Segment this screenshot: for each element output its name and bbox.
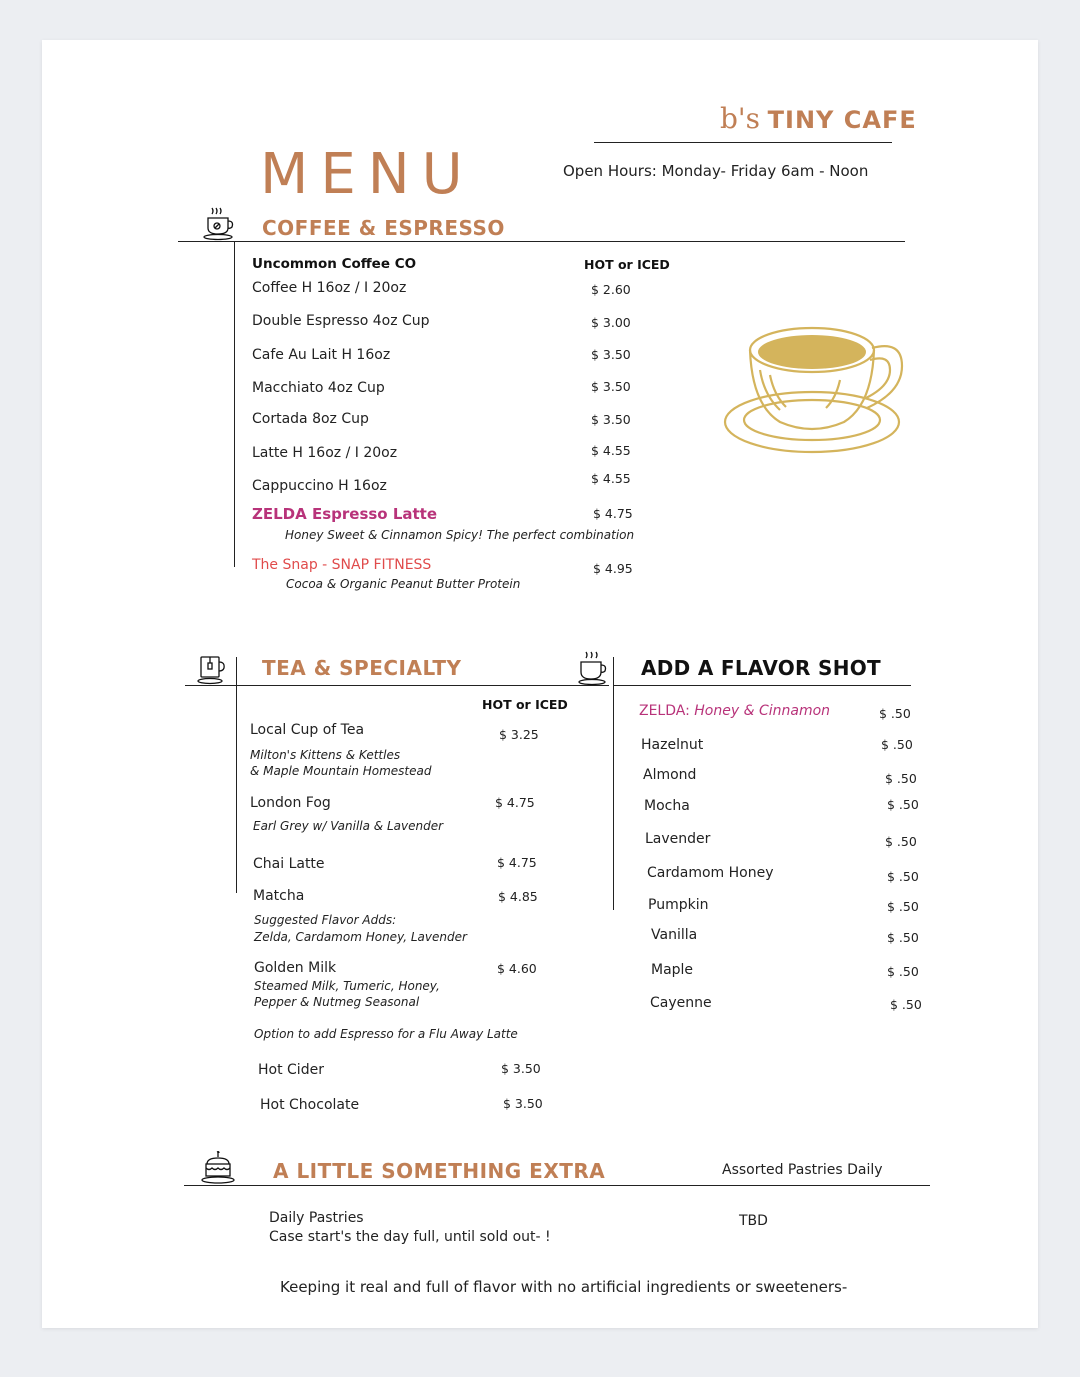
- tea-heading: TEA & SPECIALTY: [262, 656, 462, 680]
- tea-item-desc: Steamed Milk, Tumeric, Honey,: [254, 979, 440, 993]
- snap-desc: Cocoa & Organic Peanut Butter Protein: [286, 577, 521, 591]
- coffee-item-name: Cortada 8oz Cup: [252, 411, 369, 427]
- tea-item-price: $ 4.85: [498, 889, 538, 904]
- tea-item-price: $ 4.60: [497, 961, 537, 976]
- flavor-zelda-name: Honey & Cinnamon: [694, 703, 831, 719]
- flavor-price: $ .50: [879, 706, 911, 721]
- flavor-name: Lavender: [645, 831, 711, 847]
- zelda-latte-name: ZELDA Espresso Latte: [252, 505, 438, 523]
- flavor-zelda-prefix: ZELDA:: [639, 703, 690, 719]
- flavor-price: $ .50: [887, 869, 919, 884]
- extra-rule: [184, 1185, 930, 1186]
- tea-rule: [185, 685, 609, 686]
- tea-item-desc: Pepper & Nutmeg Seasonal: [254, 995, 420, 1009]
- coffee-item-name: Cappuccino H 16oz: [252, 478, 387, 494]
- tea-item-price: $ 3.50: [503, 1096, 543, 1111]
- flavor-name: Almond: [643, 767, 697, 783]
- tea-vrule: [236, 657, 237, 893]
- coffee-vrule: [234, 241, 235, 567]
- tea-item-name: Matcha: [253, 888, 305, 904]
- tea-item-price: $ 3.50: [501, 1061, 541, 1076]
- tea-cup-icon: [196, 654, 228, 686]
- brand-name: [720, 102, 917, 135]
- flavor-name: Vanilla: [651, 927, 698, 943]
- flavor-price: $ .50: [881, 737, 913, 752]
- menu-page: [42, 40, 1038, 1328]
- pastries-note: Case start's the day full, until sold out- !: [269, 1229, 551, 1245]
- suggested-adds-label: Suggested Flavor Adds:: [254, 913, 397, 927]
- tea-item-desc: Earl Grey w/ Vanilla & Lavender: [253, 819, 444, 833]
- coffee-item-price: $ 4.55: [591, 443, 631, 458]
- tea-item-name: Hot Cider: [258, 1062, 324, 1078]
- flavor-name: Cardamom Honey: [647, 865, 774, 881]
- flavor-price: $ .50: [887, 797, 919, 812]
- suggested-adds-list: Zelda, Cardamom Honey, Lavender: [254, 930, 467, 944]
- coffee-rule: [178, 241, 905, 242]
- coffee-item-name: Macchiato 4oz Cup: [252, 380, 385, 396]
- coffee-heading: COFFEE & ESPRESSO: [262, 216, 505, 240]
- flavor-name: Mocha: [644, 798, 690, 814]
- snap-price: $ 4.95: [593, 561, 633, 576]
- coffee-supplier: Uncommon Coffee CO: [252, 256, 417, 272]
- espresso-option-note: Option to add Espresso for a Flu Away Latte: [254, 1027, 518, 1041]
- tea-item-price: $ 4.75: [495, 795, 535, 810]
- coffee-col-label: HOT or ICED: [584, 257, 670, 272]
- coffee-item-price: $ 3.00: [591, 315, 631, 330]
- flavor-price: $ .50: [887, 964, 919, 979]
- menu-title: MENU: [260, 142, 475, 207]
- extra-side-note: Assorted Pastries Daily: [722, 1162, 883, 1178]
- coffee-item-price: $ 2.60: [591, 282, 631, 297]
- coffee-cup-icon: [202, 206, 238, 242]
- coffee-item-price: $ 3.50: [591, 379, 631, 394]
- flavor-zelda: [639, 703, 830, 719]
- zelda-latte-desc: Honey Sweet & Cinnamon Spicy! The perfect combination: [285, 528, 635, 542]
- coffee-item-name: Double Espresso 4oz Cup: [252, 313, 430, 329]
- flavor-rule: [613, 685, 911, 686]
- tea-item-name: London Fog: [250, 795, 331, 811]
- coffee-cup-illustration: [720, 320, 910, 460]
- tea-item-name: Golden Milk: [254, 960, 337, 976]
- steaming-cup-icon: [577, 650, 609, 686]
- tea-item-desc: & Maple Mountain Homestead: [250, 764, 432, 778]
- pastries-name: Daily Pastries: [269, 1210, 364, 1226]
- section-divider: [613, 657, 614, 910]
- tea-item-price: $ 4.75: [497, 855, 537, 870]
- tea-item-price: $ 3.25: [499, 727, 539, 742]
- brand-prefix: b's: [720, 102, 760, 135]
- coffee-item-name: Coffee H 16oz / I 20oz: [252, 280, 407, 296]
- brand-underline: [594, 142, 892, 143]
- flavor-name: Hazelnut: [641, 737, 704, 753]
- coffee-item-price: $ 4.55: [591, 471, 631, 486]
- brand-title: TINY CAFE: [767, 106, 917, 134]
- tea-item-name: Hot Chocolate: [260, 1097, 360, 1113]
- flavor-heading: ADD A FLAVOR SHOT: [641, 656, 881, 680]
- pastries-price: TBD: [739, 1213, 768, 1229]
- coffee-item-name: Latte H 16oz / I 20oz: [252, 445, 398, 461]
- tea-col-label: HOT or ICED: [482, 697, 568, 712]
- flavor-name: Pumpkin: [648, 897, 709, 913]
- cake-icon: [200, 1150, 236, 1186]
- flavor-name: Maple: [651, 962, 694, 978]
- footer-tagline: Keeping it real and full of flavor with no artificial ingredients or sweeteners-: [280, 1278, 848, 1296]
- tea-item-name: Local Cup of Tea: [250, 722, 365, 738]
- flavor-name: Cayenne: [650, 995, 712, 1011]
- coffee-item-price: $ 3.50: [591, 347, 631, 362]
- snap-name: The Snap - SNAP FITNESS: [252, 557, 432, 573]
- flavor-price: $ .50: [885, 834, 917, 849]
- flavor-price: $ .50: [890, 997, 922, 1012]
- coffee-item-price: $ 3.50: [591, 412, 631, 427]
- flavor-price: $ .50: [885, 771, 917, 786]
- tea-item-desc: Milton's Kittens & Kettles: [250, 748, 401, 762]
- zelda-latte-price: $ 4.75: [593, 506, 633, 521]
- coffee-item-name: Cafe Au Lait H 16oz: [252, 347, 391, 363]
- open-hours: Open Hours: Monday- Friday 6am - Noon: [563, 162, 869, 180]
- tea-item-name: Chai Latte: [253, 856, 325, 872]
- flavor-price: $ .50: [887, 930, 919, 945]
- flavor-price: $ .50: [887, 899, 919, 914]
- extra-heading: A LITTLE SOMETHING EXTRA: [273, 1159, 606, 1183]
